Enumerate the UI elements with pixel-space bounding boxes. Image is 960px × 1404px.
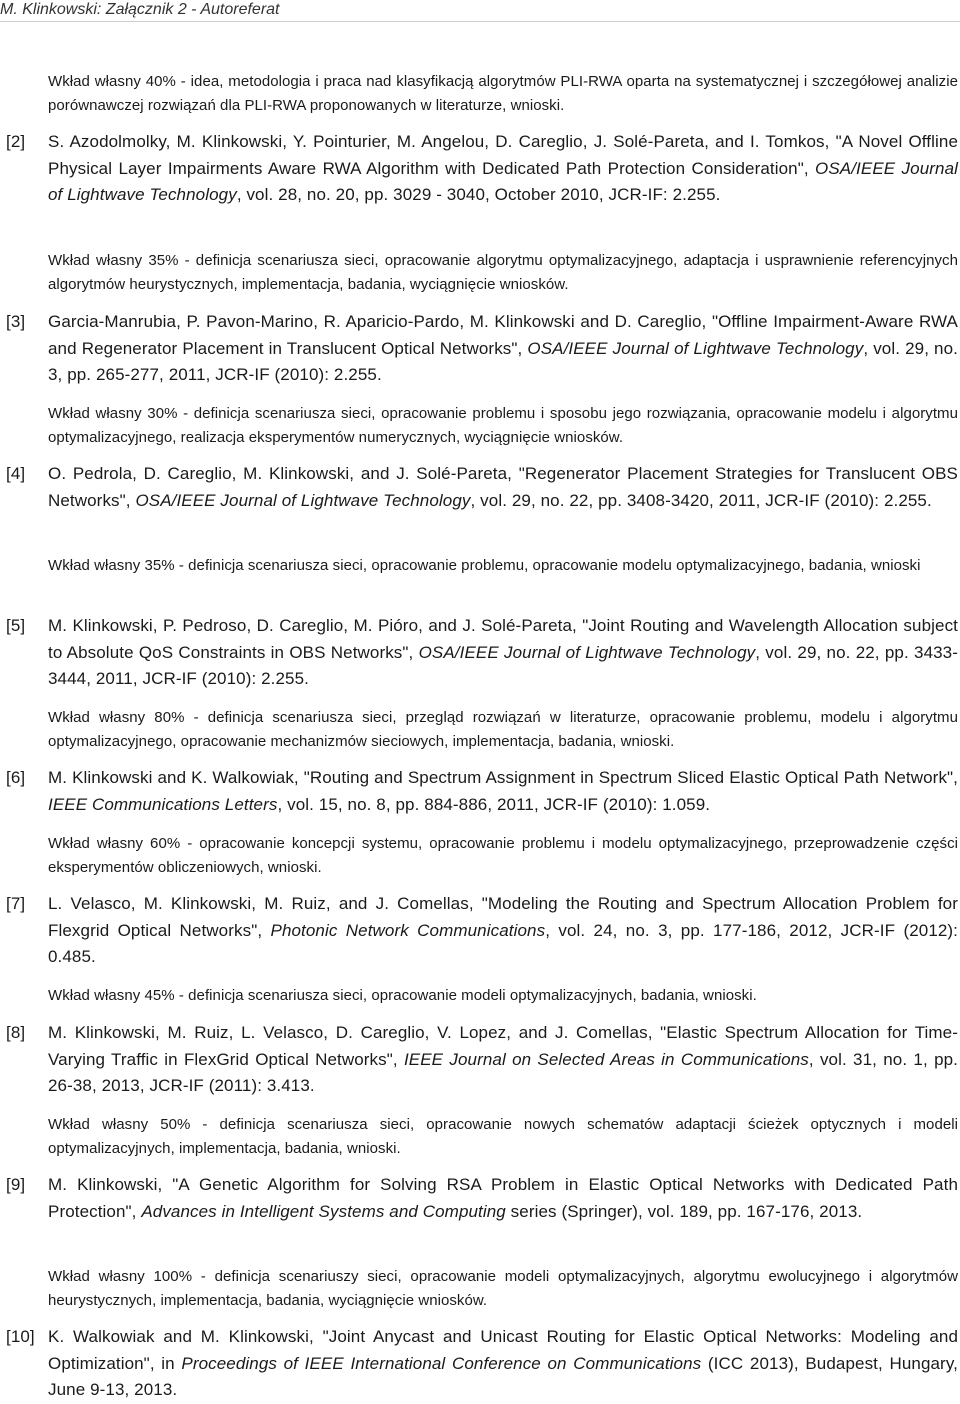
- reference-7: [6, 891, 959, 971]
- reference-3: [6, 309, 958, 389]
- reference-venue: OSA/IEEE Journal of Lightwave Technology: [418, 642, 756, 662]
- reference-number: [5]: [6, 616, 26, 635]
- contribution-7: Wkład własny 45% - definicja scenariusza sieci, opracowanie modeli optymalizacyjnych, badania, wnioski.: [48, 987, 757, 1004]
- reference-venue: Proceedings of IEEE International Conference on Communications: [181, 1353, 702, 1373]
- reference-details: , vol. 31, no. 1, pp. 26-38, 2013, JCR-IF (2011): 3.413.: [48, 1049, 958, 1095]
- contribution-9: Wkład własny 100% - definicja scenariuszy sieci, opracowanie modeli optymalizacyjnych, algorytmu ewolucyjnego i algorytmów heurystycznych, implementacja, badania, wyciągnięcie wniosków.: [48, 1268, 958, 1309]
- reference-number: [3]: [6, 312, 26, 331]
- reference-text: Garcia-Manrubia, P. Pavon-Marino, R. Aparicio-Pardo, M. Klinkowski and D. Careglio, "Offline Impairment-Aware RWA and Regenerator Placement in Translucent Optical Networks",: [48, 312, 958, 358]
- reference-5: [6, 613, 958, 693]
- header-title: M. Klinkowski: Załącznik 2 - Autoreferat: [0, 1, 280, 18]
- reference-text: M. Klinkowski and K. Walkowiak, "Routing and Spectrum Assignment in Spectrum Sliced Elastic Optical Path Network",: [48, 768, 958, 787]
- reference-8: [6, 1020, 958, 1100]
- reference-text: M. Klinkowski, M. Ruiz, L. Velasco, D. Careglio, V. Lopez, and J. Comellas, "Elastic Spectrum Allocation for Time-Varying Traffic in FlexGrid Optical Networks",: [48, 1023, 958, 1069]
- reference-number: [8]: [6, 1023, 26, 1042]
- reference-number: [7]: [6, 894, 26, 913]
- reference-text: S. Azodolmolky, M. Klinkowski, Y. Pointurier, M. Angelou, D. Careglio, J. Solé-Pareta, and I. Tomkos, "A Novel Offline Physical Layer Impairments Aware RWA Algorithm with Dedicated Path Protection Consideration",: [48, 132, 958, 178]
- contribution-5: Wkład własny 80% - definicja scenariusza sieci, przegląd rozwiązań w literaturze, opracowanie problemu, modelu i algorytmu optymalizacyjnego, opracowanie mechanizmów sieciowych, implementacja, badania, wnioski.: [48, 709, 958, 750]
- reference-venue: OSA/IEEE Journal of Lightwave Technology: [527, 338, 864, 358]
- reference-text: O. Pedrola, D. Careglio, M. Klinkowski, and J. Solé-Pareta, "Regenerator Placement Strategies for Translucent OBS Networks",: [48, 464, 958, 510]
- reference-details: (ICC 2013), Budapest, Hungary, June 9-13, 2013.: [48, 1353, 958, 1399]
- reference-venue: Photonic Network Communications: [270, 920, 546, 940]
- reference-text: L. Velasco, M. Klinkowski, M. Ruiz, and J. Comellas, "Modeling the Routing and Spectrum Allocation Problem for Flexgrid Optical Networks",: [48, 894, 958, 940]
- contribution-8: Wkład własny 50% - definicja scenariusza sieci, opracowanie nowych schematów adaptacji ścieżek optycznych i modeli optymalizacyjnych, implementacja, badania, wnioski.: [48, 1116, 958, 1157]
- reference-text: M. Klinkowski, "A Genetic Algorithm for Solving RSA Problem in Elastic Optical Networks with Dedicated Path Protection",: [48, 1175, 958, 1221]
- reference-text: M. Klinkowski, P. Pedroso, D. Careglio, M. Pióro, and J. Solé-Pareta, "Joint Routing and Wavelength Allocation subject to Absolute QoS Constraints in OBS Networks",: [48, 616, 958, 662]
- contribution-2: Wkład własny 35% - definicja scenariusza sieci, opracowanie algorytmu optymalizacyjnego, adaptacja i usprawnienie referencyjnych algorytmów heurystycznych, implementacja, badania, wyciągnięcie wniosków.: [48, 252, 958, 293]
- contribution-1: Wkład własny 40% - idea, metodologia i praca nad klasyfikacją algorytmów PLI-RWA oparta na systematycznej i szczegółowej analizie porównawczej rozwiązań dla PLI-RWA proponowanych w literaturze, wnioski.: [48, 73, 958, 114]
- reference-text: K. Walkowiak and M. Klinkowski, "Joint Anycast and Unicast Routing for Elastic Optical Networks: Modeling and Optimization", in: [48, 1327, 958, 1373]
- page-header: [0, 0, 960, 22]
- reference-details: series (Springer), vol. 189, pp. 167-176, 2013.: [505, 1201, 863, 1221]
- reference-venue: OSA/IEEE Journal of Lightwave Technology: [48, 158, 958, 204]
- reference-venue: IEEE Journal on Selected Areas in Communications: [403, 1049, 809, 1069]
- contribution-3: Wkład własny 30% - definicja scenariusza sieci, opracowanie problemu i sposobu jego rozwiązania, opracowanie modelu i algorytmu optymalizacyjnego, realizacja eksperymentów numerycznych, wyciągnięcie wniosków.: [48, 405, 958, 446]
- reference-details: , vol. 24, no. 3, pp. 177-186, 2012, JCR-IF (2012): 0.485.: [48, 920, 959, 966]
- reference-details: , vol. 28, no. 20, pp. 3029 - 3040, October 2010, JCR-IF: 2.255.: [236, 185, 721, 204]
- reference-details: , vol. 29, no. 22, pp. 3408-3420, 2011, JCR-IF (2010): 2.255.: [470, 490, 932, 510]
- reference-venue: Advances in Intelligent Systems and Computing: [141, 1201, 506, 1221]
- reference-details: , vol. 29, no. 3, pp. 265-277, 2011, JCR-IF (2010): 2.255.: [48, 338, 958, 384]
- reference-4: [6, 461, 958, 514]
- reference-number: [2]: [6, 132, 26, 151]
- reference-details: , vol. 29, no. 22, pp. 3433-3444, 2011, JCR-IF (2010): 2.255.: [48, 642, 958, 688]
- reference-number: [6]: [6, 768, 26, 787]
- header-rule: [0, 21, 960, 22]
- reference-number: [9]: [6, 1175, 26, 1194]
- contribution-6: Wkład własny 60% - opracowanie koncepcji systemu, opracowanie problemu i modelu optymalizacyjnego, przeprowadzenie części eksperymentów obliczeniowych, wnioski.: [48, 835, 958, 876]
- reference-6: [6, 765, 958, 818]
- reference-number: [4]: [6, 464, 26, 483]
- contribution-4: Wkład własny 35% - definicja scenariusza sieci, opracowanie problemu, opracowanie modelu optymalizacyjnego, badania, wnioski: [48, 557, 921, 574]
- reference-venue: OSA/IEEE Journal of Lightwave Technology: [135, 490, 471, 510]
- reference-details: , vol. 15, no. 8, pp. 884-886, 2011, JCR-IF (2010): 1.059.: [277, 794, 711, 814]
- reference-2: [6, 129, 958, 209]
- reference-venue: IEEE Communications Letters: [48, 794, 278, 814]
- reference-9: [6, 1172, 958, 1225]
- reference-10: [6, 1324, 958, 1404]
- reference-number: [10]: [6, 1327, 35, 1346]
